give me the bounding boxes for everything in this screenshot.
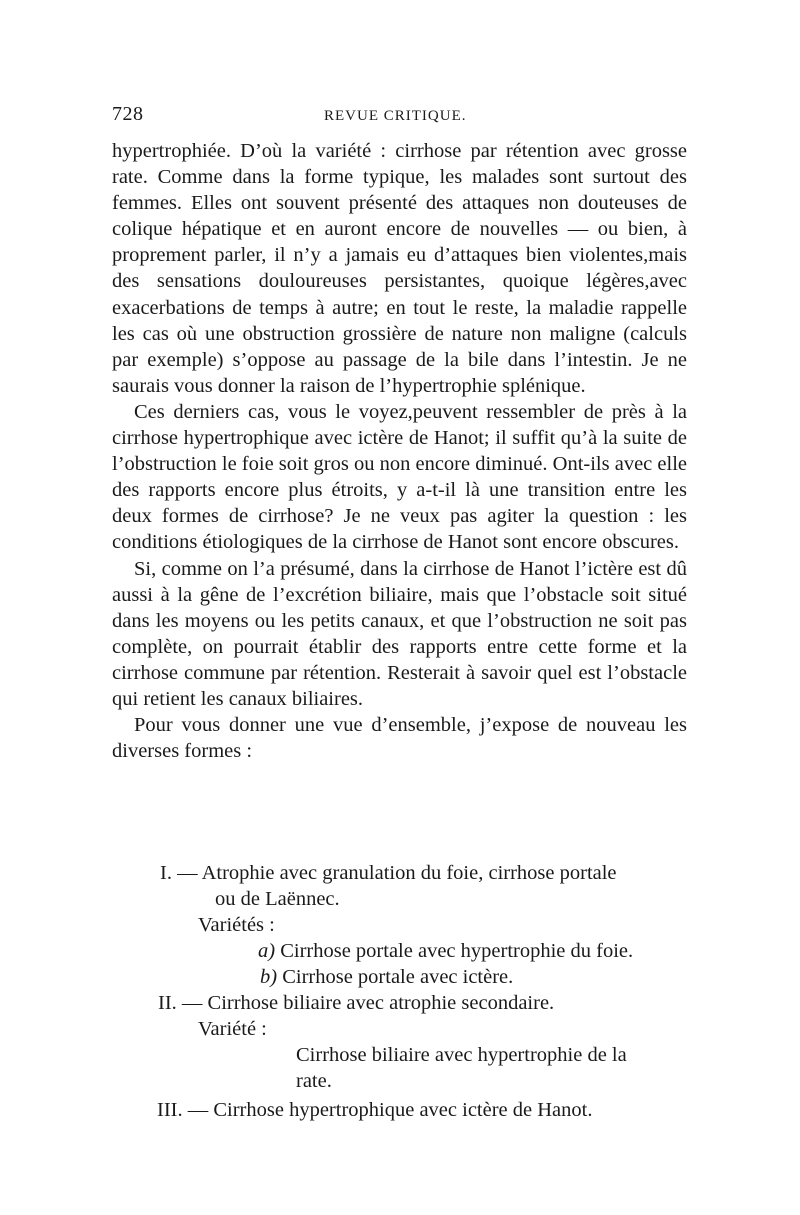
paragraph-1: hypertrophiée. D’où la variété : cirrhose par rétention avec grosse rate. Comme dans la forme typique, les malades sont surtout des femmes. Elles ont souvent présenté des attaques non douteuses de colique hépatique et en auront encore de nouvelles — ou bien, à proprement parler, il n’y a jamais eu d’attaques bien violentes,mais des sensations douloureuses persistantes, quoique légères,avec exacerbations de temps à autre; en tout le reste, la maladie rappelle les cas où une obstruction grossière de nature non maligne (calculs par exemple) s’oppose au passage de la bile dans l’intestin. Je ne saurais vous donner la raison de l’hypertrophie splénique. <box>112 140 687 397</box>
list-item-3: III. — Cirrhose hypertrophique avec ictère de Hanot. <box>157 1099 593 1121</box>
page-number: 728 <box>112 103 144 125</box>
variety-2-line-1: Cirrhose biliaire avec hypertrophie de la <box>296 1044 627 1066</box>
paragraph-4: Pour vous donner une vue d’ensemble, j’expose de nouveau les diverses formes : <box>112 714 687 763</box>
list-item-1: I. — Atrophie avec granulation du foie, cirrhose portale <box>160 862 617 884</box>
list-item-1-continuation: ou de Laënnec. <box>215 888 340 910</box>
variety-a-marker: a) <box>258 940 276 962</box>
variety-b <box>260 964 513 990</box>
paragraph-2: Ces derniers cas, vous le voyez,peuvent ressembler de près à la cirrhose hypertrophique avec ictère de Hanot; il suffit qu’à la suite de l’obstruction le foie soit gros ou non encore diminué. Ont-ils avec elle des rapports encore plus étroits, y a-t-il là une transition entre les deux formes de cirrhose? Je ne veux pas agiter la question : les conditions étiologiques de la cirrhose de Hanot sont encore obscures. <box>112 400 687 554</box>
list-item-2: II. — Cirrhose biliaire avec atrophie secondaire. <box>158 992 555 1014</box>
paragraph-3: Si, comme on l’a présumé, dans la cirrhose de Hanot l’ictère est dû aussi à la gêne de l’excrétion biliaire, mais que l’obstacle soit situé dans les moyens ou les petits canaux, et que l’obstruction ne soit pas complète, on pourrait établir des rapports entre cette forme et la cirrhose commune par rétention. Resterait à savoir quel est l’obstacle qui retient les canaux biliaires. <box>112 557 687 710</box>
variety-b-text: Cirrhose portale avec ictère. <box>282 966 514 988</box>
varieties-label: Variétés : <box>198 914 275 936</box>
variety-b-marker: b) <box>260 966 278 988</box>
variety-a-text: Cirrhose portale avec hypertrophie du foie. <box>280 940 634 962</box>
variety-2-line-2: rate. <box>296 1070 332 1092</box>
variety-label: Variété : <box>198 1018 267 1040</box>
body-text <box>112 138 687 764</box>
variety-a <box>258 938 633 964</box>
page-header <box>112 103 692 129</box>
running-head: REVUE CRITIQUE. <box>324 108 467 124</box>
